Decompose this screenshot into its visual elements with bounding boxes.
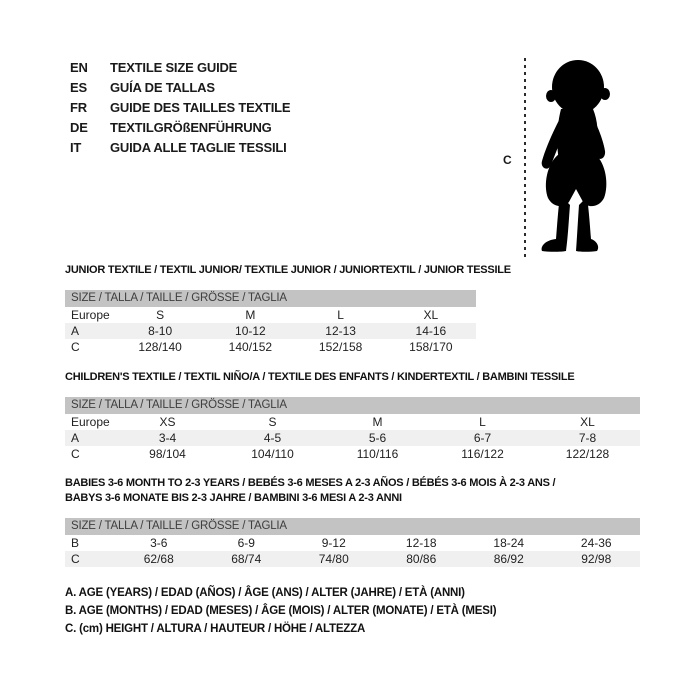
table-row (65, 446, 640, 462)
size-cell: 158/170 (409, 340, 453, 354)
row-label: A (71, 431, 80, 445)
row-label: Europe (71, 415, 110, 429)
language-label: GUIDA ALLE TAGLIE TESSILI (110, 139, 287, 155)
language-row (70, 97, 290, 117)
footnotes (65, 584, 496, 638)
row-label: C (71, 552, 80, 566)
size-cell: XL (580, 415, 595, 429)
table-row (65, 339, 476, 355)
size-cell: 86/92 (493, 552, 524, 566)
size-cell: 3-4 (158, 431, 177, 445)
size-guide-section (65, 370, 640, 462)
size-cell: 8-10 (148, 324, 173, 338)
size-cell: S (268, 415, 277, 429)
footnote-line: C. (cm) HEIGHT / ALTURA / HAUTEUR / HÖHE / ALTEZZA (65, 623, 366, 635)
language-code: ES (70, 79, 87, 95)
language-code: IT (70, 139, 82, 155)
baby-silhouette-icon (533, 58, 623, 255)
language-code: FR (70, 99, 87, 115)
section-title-line: BABYS 3-6 MONATE BIS 2-3 JAHRE / BAMBINI 3-6 MESI A 2-3 ANNI (65, 492, 402, 504)
table-size-header: SIZE / TALLA / TAILLE / GRÖSSE / TAGLIA (65, 518, 640, 535)
language-code: DE (70, 119, 88, 135)
table-size-header: SIZE / TALLA / TAILLE / GRÖSSE / TAGLIA (65, 397, 640, 414)
table-row (65, 551, 640, 567)
language-label: GUÍA DE TALLAS (110, 79, 215, 95)
size-cell: 6-7 (473, 431, 492, 445)
size-cell: 62/68 (143, 552, 174, 566)
height-dashed-line-icon (524, 58, 526, 258)
size-cell: 68/74 (231, 552, 262, 566)
size-cell: 80/86 (406, 552, 437, 566)
size-guide-section (65, 476, 640, 567)
language-row (70, 77, 290, 97)
table-row (65, 430, 640, 446)
size-cell: L (337, 308, 344, 322)
footnote-line: B. AGE (MONTHS) / EDAD (MESES) / ÂGE (MOIS) / ALTER (MONATE) / ETÀ (MESI) (65, 605, 497, 617)
size-cell: XS (159, 415, 176, 429)
size-cell: 3-6 (150, 536, 168, 550)
size-cell: 24-36 (580, 536, 612, 550)
size-cell: 152/158 (318, 340, 363, 354)
language-row (70, 137, 290, 157)
language-label: TEXTILGRÖßENFÜHRUNG (110, 119, 272, 135)
language-code: EN (70, 59, 88, 75)
size-cell: 14-16 (415, 324, 447, 338)
height-measure-label: C (503, 153, 512, 167)
language-label: GUIDE DES TAILLES TEXTILE (110, 99, 291, 115)
size-table (65, 290, 476, 355)
table-row (65, 535, 640, 551)
section-title (65, 263, 511, 278)
size-cell: 7-8 (578, 431, 597, 445)
size-cell: XL (423, 308, 439, 322)
size-cell: 92/98 (581, 552, 612, 566)
section-title (65, 370, 640, 385)
language-row (70, 57, 290, 77)
row-label: C (71, 340, 80, 354)
size-cell: S (156, 308, 165, 322)
size-cell: 98/104 (149, 447, 186, 461)
size-cell: 12-18 (405, 536, 437, 550)
section-title-line: JUNIOR TEXTILE / TEXTIL JUNIOR/ TEXTILE JUNIOR / JUNIORTEXTIL / JUNIOR TESSILE (65, 264, 511, 276)
language-row (70, 117, 290, 137)
row-label: B (71, 536, 80, 550)
table-row (65, 307, 476, 323)
size-cell: 74/80 (318, 552, 349, 566)
size-table (65, 397, 640, 462)
size-cell: 4-5 (263, 431, 282, 445)
size-cell: M (372, 415, 383, 429)
row-label: C (71, 447, 80, 461)
size-cell: 5-6 (368, 431, 387, 445)
table-size-header: SIZE / TALLA / TAILLE / GRÖSSE / TAGLIA (65, 290, 476, 307)
size-cell: L (479, 415, 486, 429)
table-row (65, 414, 640, 430)
language-list (70, 57, 290, 157)
language-label: TEXTILE SIZE GUIDE (110, 59, 238, 75)
footnote-line: A. AGE (YEARS) / EDAD (AÑOS) / ÂGE (ANS) / ALTER (JAHRE) / ETÀ (ANNI) (65, 587, 465, 599)
size-cell: 104/110 (251, 447, 294, 461)
section-title (65, 476, 640, 506)
size-cell: 10-12 (235, 324, 266, 338)
size-cell: 6-9 (237, 536, 255, 550)
size-cell: 110/116 (356, 447, 399, 461)
row-label: Europe (71, 308, 110, 322)
size-cell: 128/140 (138, 340, 182, 354)
size-cell: 18-24 (493, 536, 525, 550)
section-title-line: BABIES 3-6 MONTH TO 2-3 YEARS / BEBÉS 3-6 MESES A 2-3 AÑOS / BÉBÉS 3-6 MOIS À 2-3 ANS / (65, 477, 556, 489)
size-cell: M (245, 308, 256, 322)
size-cell: 122/128 (565, 447, 610, 461)
row-label: A (71, 324, 80, 338)
table-row (65, 323, 476, 339)
section-title-line: CHILDREN'S TEXTILE / TEXTIL NIÑO/A / TEXTILE DES ENFANTS / KINDERTEXTIL / BAMBINI TESSILE (65, 371, 575, 383)
size-table (65, 518, 640, 567)
size-cell: 12-13 (325, 324, 356, 338)
size-cell: 9-12 (321, 536, 346, 550)
size-cell: 140/152 (228, 340, 273, 354)
size-cell: 116/122 (461, 447, 504, 461)
baby-figure (498, 53, 668, 267)
size-guide-section (65, 263, 511, 355)
